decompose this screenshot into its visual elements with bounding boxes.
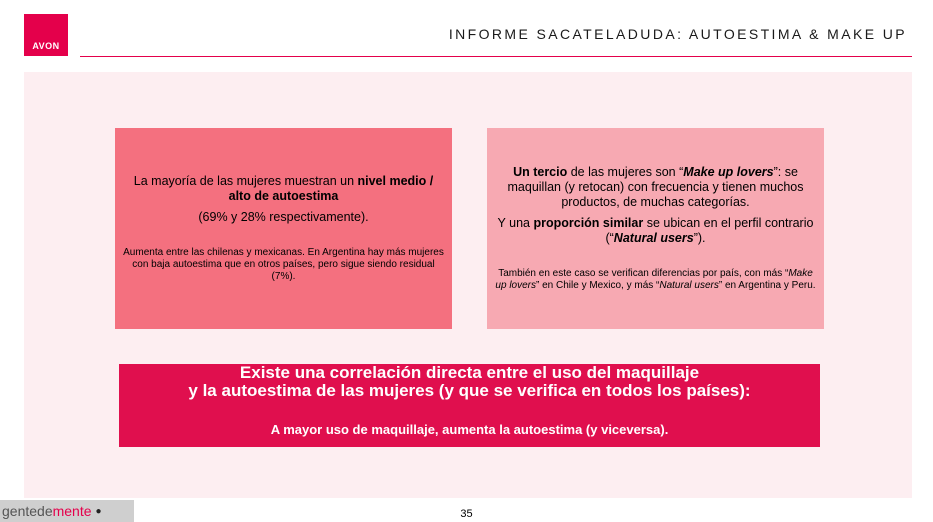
- avon-logo: [24, 14, 68, 56]
- self-esteem-main-text: [123, 174, 444, 204]
- footer-brand-part2: mente: [52, 503, 92, 519]
- natural-users-bold: proporción similar: [533, 216, 644, 230]
- self-esteem-text-pre: La mayoría de las mujeres muestran un: [133, 174, 358, 188]
- country-note-post: ” en Argentina y Peru.: [718, 280, 816, 291]
- correlation-line-1: Existe una correlación directa entre el uso del maquillaje: [239, 363, 700, 382]
- makeup-lovers-text: [495, 165, 816, 210]
- natural-users-mid: se ubican en el perfil contrario (“: [605, 216, 814, 245]
- makeup-lovers-post: ”: se maquillan (y retocan) con frecuencia y tienen muchos productos, de muchas categorías.: [507, 165, 804, 209]
- natural-users-post: ”).: [693, 231, 706, 245]
- makeup-lovers-term: Make up lovers: [683, 165, 774, 179]
- makeup-lovers-mid: de las mujeres son “: [567, 165, 684, 179]
- footer-brand-part1: gentede: [2, 503, 53, 519]
- country-differences-note: [495, 268, 816, 292]
- country-note-mid: ” en Chile y Mexico, y más “: [536, 280, 660, 291]
- country-note-pre: También en este caso se verifican diferencias por país, con más “: [498, 268, 789, 279]
- natural-users-term: Natural users: [613, 231, 694, 245]
- footer-brand-dot: ●: [95, 505, 102, 517]
- title-divider: [80, 56, 912, 57]
- self-esteem-text-bold: nivel medio / alto de autoestima: [228, 174, 434, 203]
- makeup-lovers-bold: Un tercio: [513, 165, 568, 179]
- correlation-conclusion-box: [119, 364, 820, 447]
- correlation-conclusion: A mayor uso de maquillaje, aumenta la autoestima (y viceversa).: [270, 422, 669, 437]
- slide-title: INFORME SACATELADUDA: AUTOESTIMA & MAKE UP: [448, 26, 907, 42]
- natural-users-pre: Y una: [497, 216, 534, 230]
- natural-users-text: [495, 216, 816, 246]
- country-note-term1: Make up lovers: [495, 268, 813, 291]
- correlation-line-2: y la autoestima de las mujeres (y que se verifica en todos los países):: [188, 381, 751, 400]
- self-esteem-country-note: Aumenta entre las chilenas y mexicanas. En Argentina hay más mujeres con baja autoestima que en otros países, pero sigue siendo residual (7%).: [123, 247, 444, 282]
- page-number: 35: [460, 508, 473, 520]
- avon-logo-text: AVON: [32, 41, 60, 51]
- self-esteem-percentages: (69% y 28% respectivamente).: [198, 210, 369, 224]
- self-esteem-summary-box: [115, 128, 452, 329]
- makeup-lovers-box: [487, 128, 824, 329]
- country-note-term2: Natural users: [659, 280, 719, 291]
